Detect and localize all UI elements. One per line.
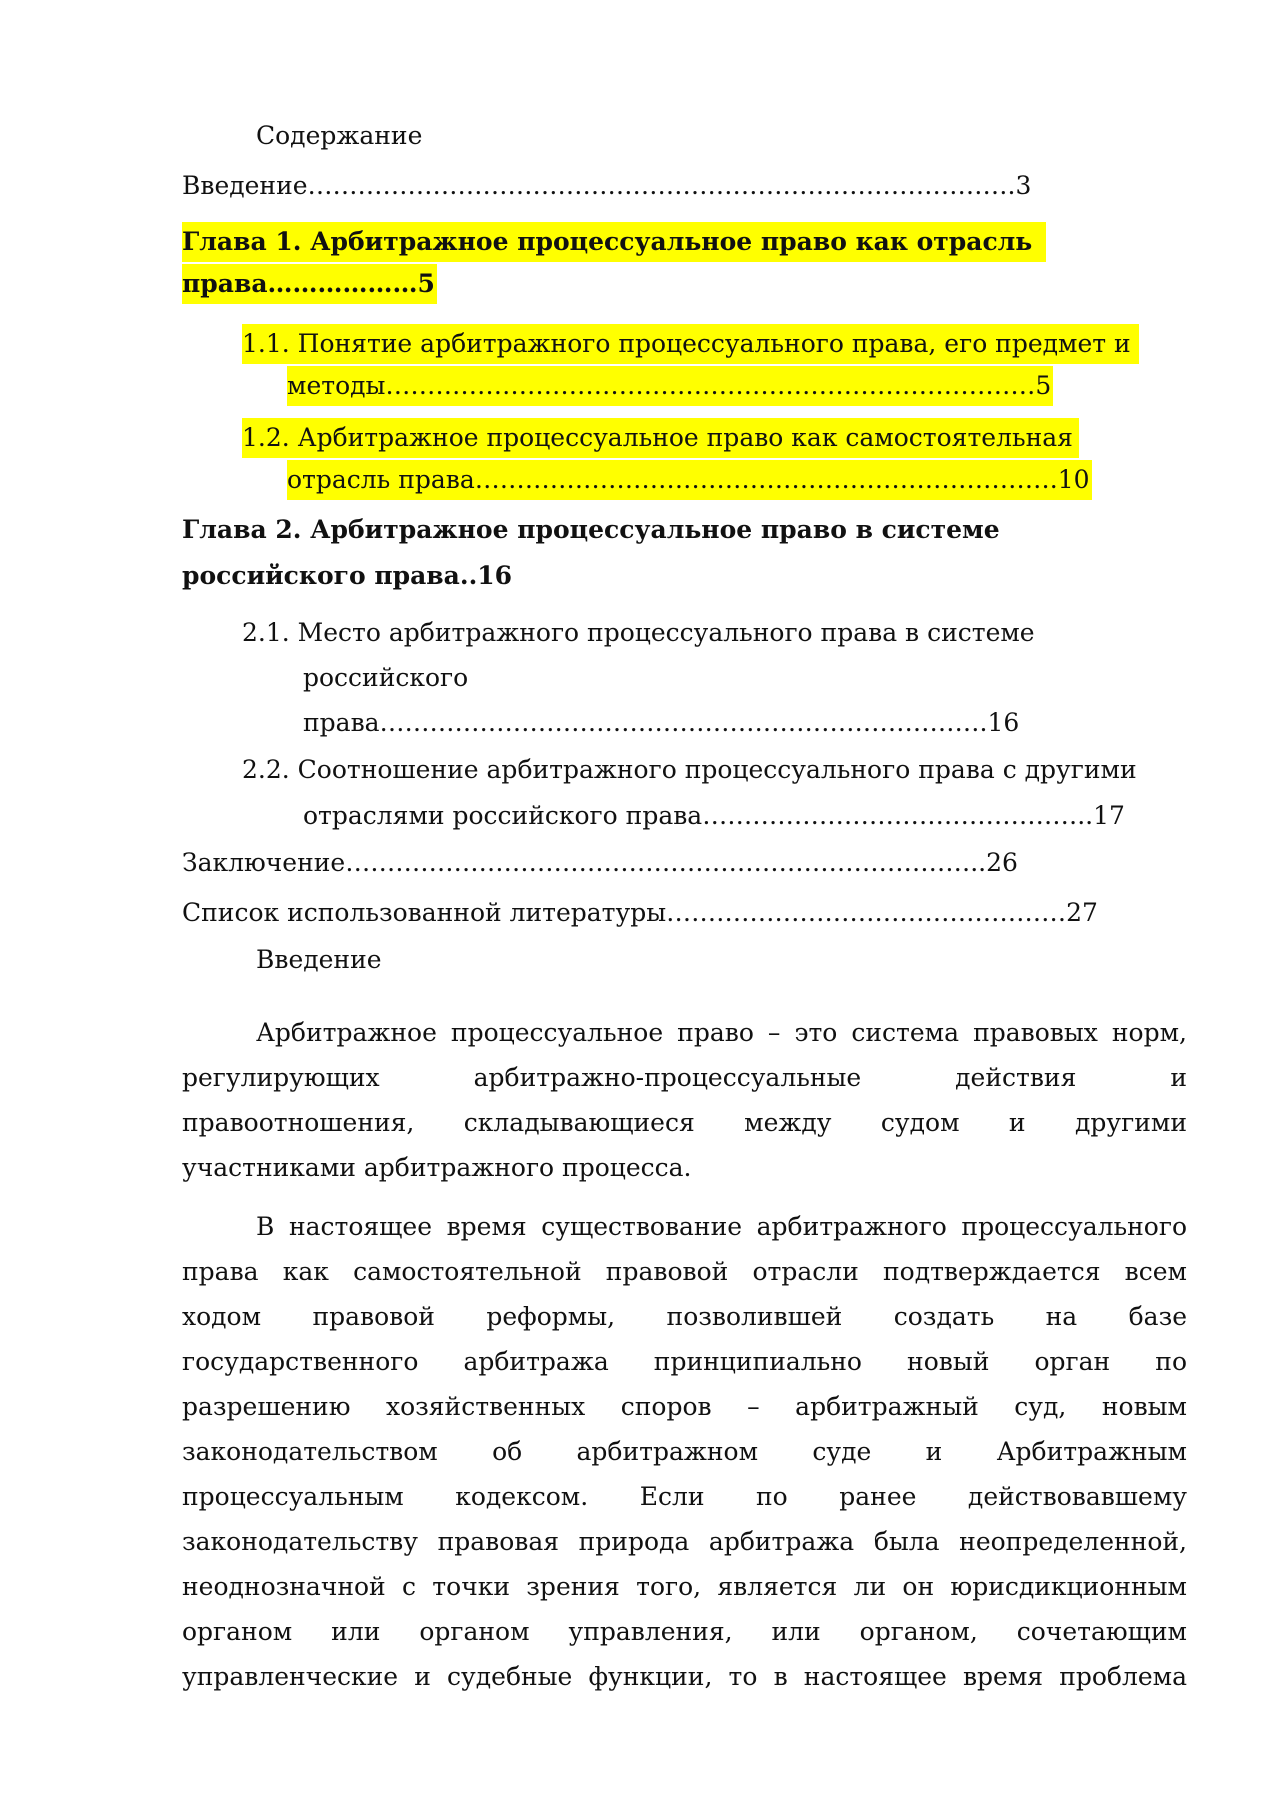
toc-chapter2-line1: Глава 2. Арбитражное процессуальное право в системе	[182, 515, 1000, 544]
intro-p1-line2: регулирующих арбитражно-процессуальные действия и	[182, 1063, 1187, 1092]
intro-p2-line3: ходом правовой реформы, позволившей создать на базе	[182, 1302, 1187, 1331]
intro-p2-line9: неоднозначной с точки зрения того, является ли он юрисдикционным	[182, 1572, 1187, 1601]
intro-p2-line8: законодательству правовая природа арбитража была неопределенной,	[182, 1527, 1187, 1556]
toc-section-2-1-line2: российского	[303, 663, 469, 692]
toc-heading: Содержание	[256, 121, 423, 150]
intro-p2-line1: В настоящее время существование арбитражного процессуального	[256, 1212, 1187, 1241]
toc-section-1-1-line2: методы……………………………………………………………………5	[287, 366, 1053, 406]
toc-chapter2-line2: российского права..16	[182, 561, 513, 590]
toc-section-1-2-line2: отрасль права…………………………………………………………….10	[287, 460, 1092, 500]
intro-p2-line7: процессуальным кодексом. Если по ранее действовавшему	[182, 1482, 1187, 1511]
intro-p1-line1: Арбитражное процессуальное право – это система правовых норм,	[256, 1018, 1187, 1047]
intro-p2-line4: государственного арбитража принципиально новый орган по	[182, 1347, 1187, 1376]
toc-section-1-2-line1: 1.2. Арбитражное процессуальное право как самостоятельная	[242, 418, 1079, 458]
intro-p2-line10: органом или органом управления, или органом, сочетающим	[182, 1617, 1187, 1646]
toc-section-2-2-line1: 2.2. Соотношение арбитражного процессуального права с другими	[242, 755, 1137, 784]
toc-chapter1-line2: права………………5	[182, 264, 437, 304]
intro-p2-line6: законодательством об арбитражном суде и Арбитражным	[182, 1437, 1187, 1466]
toc-section-2-2-line2: отраслями российского права………………………………………..17	[303, 801, 1125, 830]
toc-entry-references: Список использованной литературы…………………………………………27	[182, 898, 1098, 927]
toc-entry-intro: Введение………………………………………………………………………….3	[182, 171, 1032, 200]
intro-p1-line4: участниками арбитражного процесса.	[182, 1153, 692, 1182]
toc-section-2-1-line3: права……………………………………………………………….16	[303, 708, 1020, 737]
intro-heading: Введение	[256, 945, 382, 974]
toc-entry-conclusion: Заключение…………………………………………………………………..26	[182, 848, 1018, 877]
intro-p1-line3: правоотношения, складывающиеся между судом и другими	[182, 1108, 1187, 1137]
toc-section-2-1-line1: 2.1. Место арбитражного процессуального права в системе	[242, 618, 1035, 647]
toc-section-1-1-line1: 1.1. Понятие арбитражного процессуального права, его предмет и	[242, 324, 1139, 364]
intro-p2-line5: разрешению хозяйственных споров – арбитражный суд, новым	[182, 1392, 1187, 1421]
toc-chapter1-line1: Глава 1. Арбитражное процессуальное право как отрасль	[182, 222, 1046, 262]
intro-p2-line2: права как самостоятельной правовой отрасли подтверждается всем	[182, 1257, 1187, 1286]
intro-p2-line11: управленческие и судебные функции, то в настоящее время проблема	[182, 1662, 1187, 1691]
